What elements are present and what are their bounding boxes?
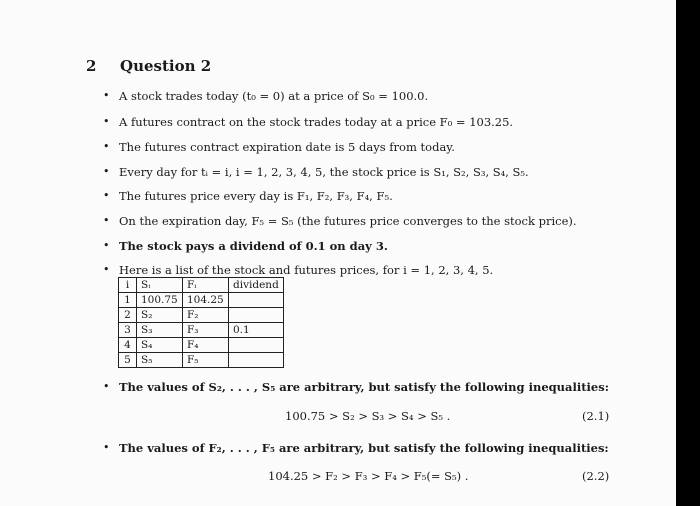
bullet-marker: • — [103, 214, 110, 227]
cell-dividend: 0.1 — [229, 323, 284, 338]
bullet-marker: • — [103, 441, 110, 454]
table-row — [119, 338, 284, 353]
bullet-marker: • — [103, 165, 110, 178]
table-row — [119, 308, 284, 323]
cell-stock: S₂ — [137, 308, 183, 323]
cell-dividend — [229, 338, 284, 353]
header-stock: Sᵢ — [137, 278, 183, 293]
cell-stock: S₄ — [137, 338, 183, 353]
table-header-row — [119, 278, 284, 293]
cell-stock: S₅ — [137, 353, 183, 368]
bullet-marker: • — [103, 239, 110, 252]
cell-futures: F₄ — [183, 338, 229, 353]
price-table — [118, 277, 284, 368]
bullet-marker: • — [103, 263, 110, 276]
section-number: 2 — [86, 57, 97, 75]
cell-i: 1 — [119, 293, 137, 308]
bullet-futures-price: A futures contract on the stock trades today at a price F₀ = 103.25. — [119, 115, 514, 129]
cell-i: 5 — [119, 353, 137, 368]
table-row — [119, 353, 284, 368]
bullet-marker: • — [103, 189, 110, 202]
bullet-marker: • — [103, 380, 110, 393]
cell-stock: 100.75 — [137, 293, 183, 308]
cell-i: 3 — [119, 323, 137, 338]
header-futures: Fᵢ — [183, 278, 229, 293]
table-row — [119, 323, 284, 338]
cell-i: 2 — [119, 308, 137, 323]
bullet-marker: • — [103, 115, 110, 128]
cell-stock: S₃ — [137, 323, 183, 338]
bullet-convergence: On the expiration day, F₅ = S₅ (the futures price converges to the stock price). — [119, 214, 577, 228]
bullet-dividend: The stock pays a dividend of 0.1 on day 3. — [119, 239, 388, 253]
header-dividend: dividend — [229, 278, 284, 293]
stock-inequality-equation: 100.75 > S₂ > S₃ > S₄ > S₅ . — [285, 409, 451, 423]
cell-futures: F₃ — [183, 323, 229, 338]
table-row — [119, 293, 284, 308]
bullet-marker: • — [103, 140, 110, 153]
cell-i: 4 — [119, 338, 137, 353]
cell-futures: 104.25 — [183, 293, 229, 308]
cell-dividend — [229, 293, 284, 308]
cell-futures: F₂ — [183, 308, 229, 323]
bullet-daily-stock: Every day for tᵢ = i, i = 1, 2, 3, 4, 5, the stock price is S₁, S₂, S₃, S₄, S₅. — [119, 165, 529, 179]
cell-dividend — [229, 353, 284, 368]
equation-number-2-1: (2.1) — [582, 409, 610, 423]
cell-dividend — [229, 308, 284, 323]
bullet-expiration: The futures contract expiration date is 5 days from today. — [119, 140, 455, 154]
futures-inequality-text: The values of F₂, . . . , F₅ are arbitrary, but satisfy the following inequalities: — [119, 441, 609, 455]
bullet-marker: • — [103, 89, 110, 102]
bullet-stock-price: A stock trades today (t₀ = 0) at a price of S₀ = 100.0. — [119, 89, 429, 103]
bullet-daily-futures: The futures price every day is F₁, F₂, F₃, F₄, F₅. — [119, 189, 393, 203]
equation-number-2-2: (2.2) — [582, 469, 610, 483]
header-i: i — [119, 278, 137, 293]
section-title: Question 2 — [120, 57, 212, 75]
futures-inequality-equation: 104.25 > F₂ > F₃ > F₄ > F₅(= S₅) . — [268, 469, 469, 483]
stock-inequality-text: The values of S₂, . . . , S₅ are arbitrary, but satisfy the following inequalities: — [119, 380, 609, 394]
bullet-price-list: Here is a list of the stock and futures prices, for i = 1, 2, 3, 4, 5. — [119, 263, 494, 277]
cell-futures: F₅ — [183, 353, 229, 368]
